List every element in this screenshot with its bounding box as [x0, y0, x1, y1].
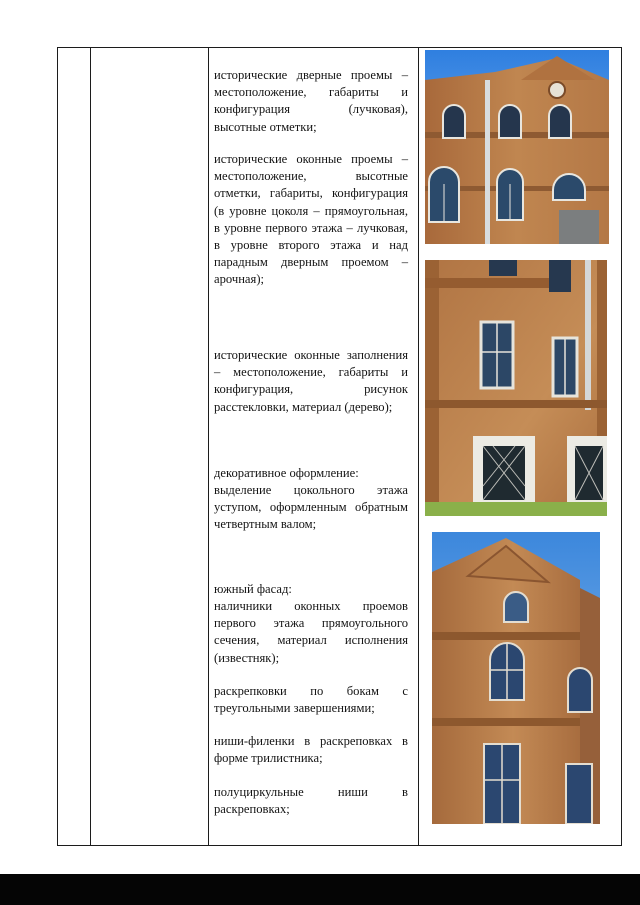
table-column-border	[90, 47, 91, 846]
text-decoration-heading: декоративное оформление:	[214, 466, 359, 480]
table-column-border	[57, 47, 58, 846]
text-window-surrounds: наличники оконных проемов первого этажа прямоугольного сечения, материал исполнения (известняк);	[214, 599, 408, 665]
text-south-facade-heading: южный фасад:	[214, 582, 292, 596]
table-bottom-border	[57, 845, 622, 846]
photo-south-facade	[432, 532, 600, 824]
text-window-openings: исторические оконные проемы – местоположение, высотные отметки, габариты, конфигурация (в уровне цоколя – прямоугольная, в уровне первого этажа – лучковая, в уровне второго этажа и над парадным дверным проемом – арочная);	[214, 152, 408, 287]
photo-facade-upper	[425, 50, 609, 244]
text-window-fillings: исторические оконные заполнения – местоположение, габариты и конфигурация, рисунок расстекловки, материал (дерево);	[214, 348, 408, 414]
scan-bottom-edge	[0, 874, 640, 905]
table-top-border	[57, 47, 622, 48]
table-column-border	[418, 47, 419, 846]
text-projections: раскрепковки по бокам с треугольными завершениями;	[214, 684, 408, 716]
table-column-border	[208, 47, 209, 846]
text-trefoil-niches: ниши-филенки в раскреповках в форме трилистника;	[214, 734, 408, 766]
photo-facade-windows	[425, 260, 607, 516]
text-doors: исторические дверные проемы – местоположение, габариты и конфигурация (лучковая), высотные отметки;	[214, 68, 408, 134]
text-semicircular-niches: полуциркульные ниши в раскреповках;	[214, 785, 408, 817]
table-column-border	[621, 47, 622, 846]
text-plinth: выделение цокольного этажа уступом, оформленным обратным четвертным валом;	[214, 483, 408, 532]
